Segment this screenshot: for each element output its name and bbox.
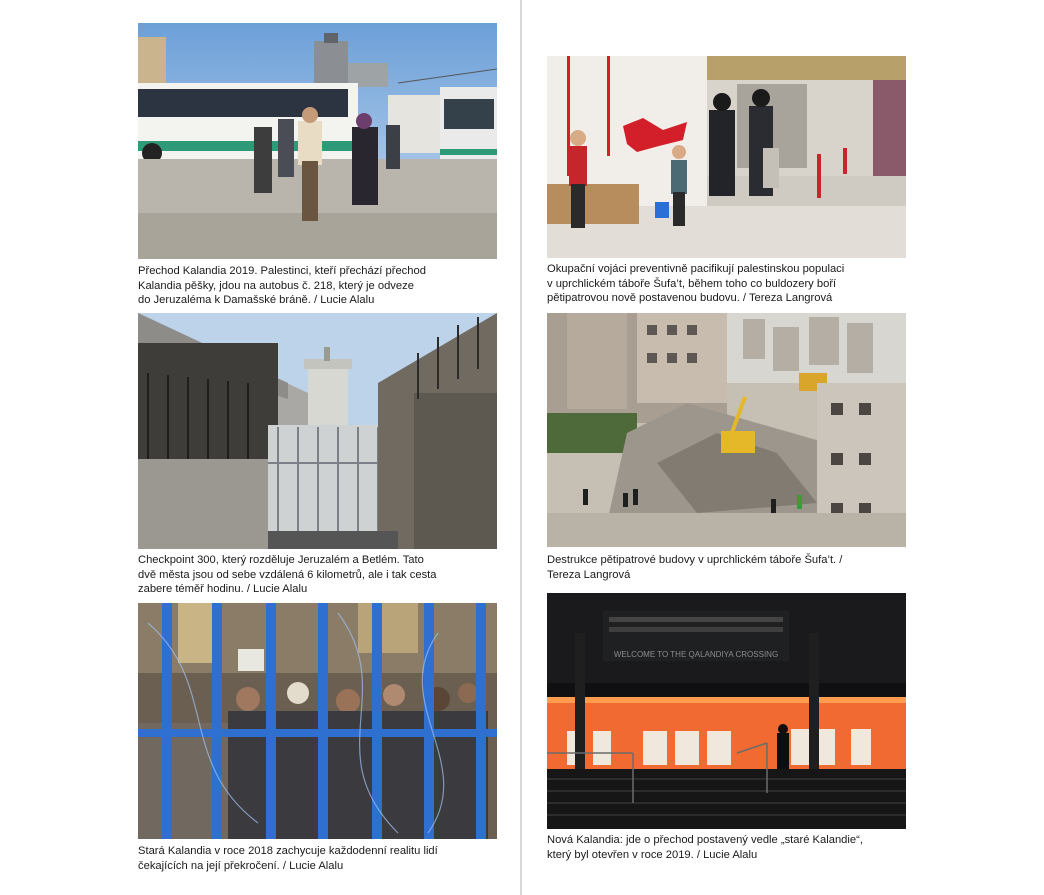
caption-stara-kalandia: Stará Kalandia v roce 2018 zachycuje každodenní realitu lidí čekajících na její překročení. / Lucie Alalu [138,845,438,872]
caption-shufat-soldiers: Okupační vojáci preventivně pacifikují palestinskou populaci v uprchlickém táboře Šufa’t, během toho co buldozery boří pětipatrovou nově postavenou budovu. / Tereza Langrová [547,263,845,305]
page-divider [520,0,522,895]
photo-stara-kalandia [138,603,497,839]
caption-checkpoint-300: Checkpoint 300, který rozděluje Jeruzalém a Betlém. Tato dvě města jsou od sebe vzdálená 6 kilometrů, ale i tak cesta zabere téměř hodinu. / Lucie Alalu [138,554,437,596]
photo-checkpoint-300 [138,313,497,549]
caption-shufat-destruction: Destrukce pětipatrové budovy v uprchlickém táboře Šufa’t. / Tereza Langrová [547,554,843,581]
caption-nova-kalandia: Nová Kalandia: jde o přechod postavený vedle „staré Kalandie“, který byl otevřen v roce 2019. / Lucie Alalu [547,834,863,861]
crossing-sign-text: WELCOME TO THE QALANDIYA CROSSING [613,650,779,659]
photo-kalandia-2019 [138,23,497,259]
caption-kalandia-2019: Přechod Kalandia 2019. Palestinci, kteří přechází přechod Kalandia pěšky, jdou na autobus č. 218, který je odveze do Jeruzaléma k Damašské bráně. / Lucie Alalu [138,265,426,307]
photo-shufat-destruction [547,313,906,547]
photo-shufat-soldiers [547,56,906,258]
photo-nova-kalandia [547,593,906,829]
